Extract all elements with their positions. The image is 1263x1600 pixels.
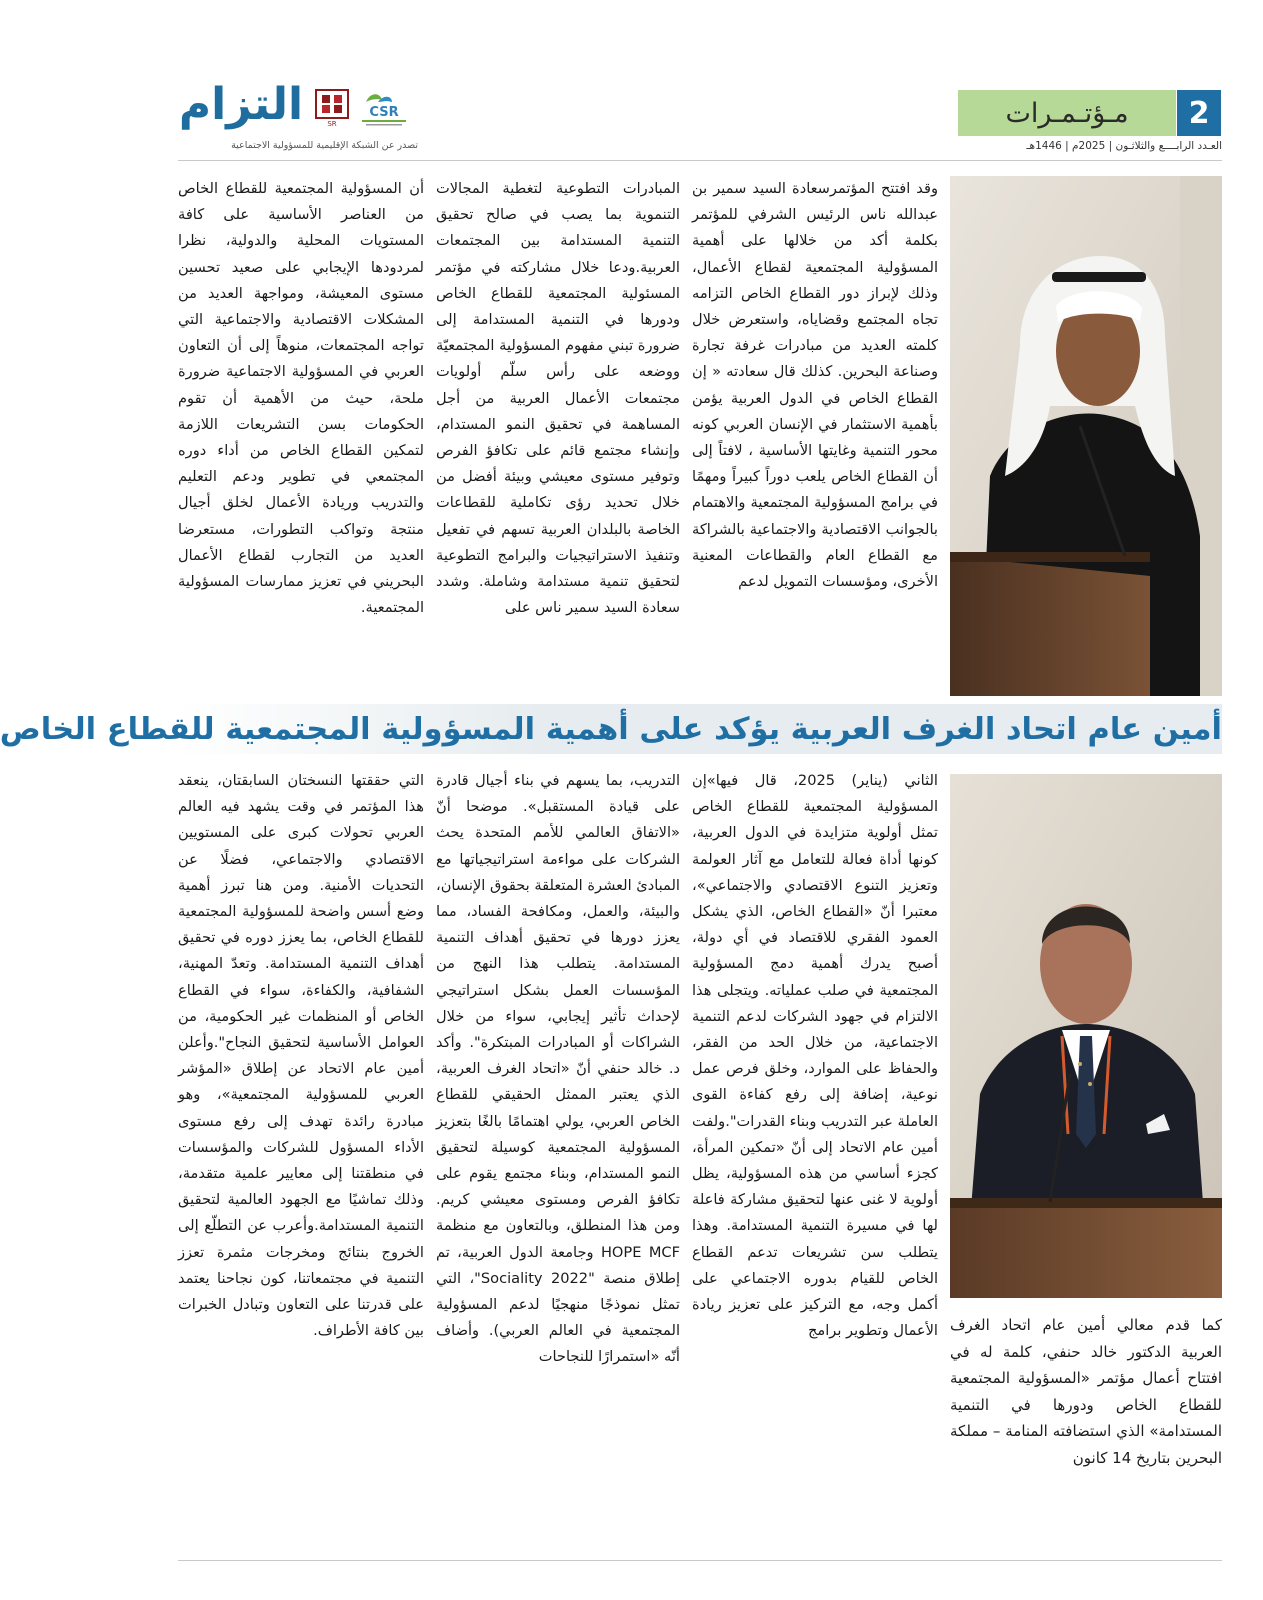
- article2-headline: أمين عام اتحاد الغرف العربية يؤكد على أهمية المسؤولية المجتمعية للقطاع الخاص: [0, 711, 1222, 747]
- article2-text-middle: التدريب، بما يسهم في بناء أجيال قادرة على قيادة المستقبل». موضحا أنّ «الاتفاق العالمي للأمم المتحدة يحث الشركات على مواءمة استراتيجياتها مع المبادئ العشرة المتعلقة بحقوق الإنسان، والبيئة، والعمل، ومكافحة الفساد، مما يعزز دورها في تحقيق أهداف التنمية المستدامة. يتطلب هذا النهج من المؤسسات العمل بشكل استراتيجي لإحداث تأثير إيجابي، سواء من خلال الشراكات أو المبادرات المبتكرة". وأكد د. خالد حنفي أنّ «اتحاد الغرف العربية، الذي يعتبر الممثل الحقيقي للقطاع الخاص العربي، يولي اهتمامًا بالغًا بتعزيز المسؤولية المجتمعية كوسيلة لتحقيق النمو المستدام، وبناء مجتمع يقوم على تكافؤ الفرص ومستوى معيشي كريم. ومن هذا المنطلق، وبالتعاون مع منظمة HOPE MCF وجامعة الدول العربية، تم إطلاق منصة "Sociality 2022"، التي تمثل نموذجًا منهجيًا لدعم المسؤولية المجتمعية في العالم العربي). وأضاف أنّه «استمرارًا للنجاحات: [435, 772, 681, 1366]
- article1-column-middle: [436, 176, 680, 696]
- csr-network-logo-icon: [356, 88, 412, 128]
- issue-info: العـدد الرابــــع والثلاثـون | 2025م | 1446هـ: [1026, 140, 1222, 152]
- page-number: 2: [1177, 90, 1221, 136]
- article2-column-left: [178, 768, 424, 1548]
- footer-divider: [178, 1560, 1222, 1561]
- speaker-photo-samir-nass: [950, 176, 1222, 696]
- caption-text: كما قدم معالي أمين عام اتحاد الغرف العربية الدكتور خالد حنفي، كلمة له في افتتاح أعمال مؤتمر «المسؤولية المجتمعية للقطاع الخاص ودورها في التنمية المستدامة» الذي استضافته المنامة – مملكة البحرين بتاريخ 14 كانون: [950, 1316, 1222, 1467]
- speaker-photo-khaled-hanafi: [950, 774, 1222, 1298]
- article1-text-right: وقد افتتح المؤتمرسعادة السيد سمير بن عبدالله ناس الرئيس الشرفي للمؤتمر بكلمة أكد من خلالها على أهمية المسؤولية المجتمعية لقطاع الأعمال، وذلك لإبراز دور القطاع الخاص التزامه تجاه المجتمع وقضاياه، واستعرض خلال كلمته العديد من مبادرات غرفة تجارة وصناعة البحرين. كذلك قال سعادته « إن القطاع الخاص في الدول العربية يؤمن بأهمية الاستثمار في الإنسان العربي كونه محور التنمية وغايتها الأساسية ، لافتاً إلى أن القطاع الخاص يلعب دوراً كبيراً ومهمًا في برامج المسؤولية المجتمعية والاهتمام بالجوانب الاقتصادية والاجتماعية بالشراكة مع القطاع العام والقطاعات المعنية الأخرى، ومؤسسات التمويل لدعم: [692, 180, 938, 591]
- article1-text-left: أن المسؤولية المجتمعية للقطاع الخاص من العناصر الأساسية على كافة المستويات المحلية والدولية، نظرا لمردودها الإيجابي على صعيد تحسين مستوى المعيشة، ومواجهة العديد من المشكلات الاقتصادية والاجتماعية التي تواجه المجتمعات، منوهاً إلى أن التعاون العربي في المسؤولية الاجتماعية ضرورة ملحة، حيث من الأهمية أن تقوم الحكومات بسن التشريعات اللازمة لتمكين القطاع الخاص من أداء دوره المجتمعي في تطوير ودعم التعليم والتدريب وريادة الأعمال لخلق أجيال منتجة وتواكب التطورات، مستعرضا العديد من التجارب لقطاع الأعمال البحريني في تعزيز ممارسات المسؤولية المجتمعية.: [178, 180, 424, 617]
- article2-column-right: [692, 768, 938, 1548]
- svg-text:SR: SR: [327, 120, 337, 128]
- sr-logo-icon: [314, 88, 350, 128]
- svg-text:CSR: CSR: [369, 105, 399, 120]
- header-divider: [178, 160, 1222, 161]
- section-label: مـؤتـمـرات: [958, 90, 1176, 136]
- article2-text-right: الثاني (يناير) 2025، قال فيها»إن المسؤولية المجتمعية للقطاع الخاص تمثل أولوية متزايدة في الدول العربية، كونها أداة فعالة للتعامل مع آثار العولمة وتعزيز التنوع الاقتصادي والاجتماعي»، معتبرا أنّ «القطاع الخاص، الذي يشكل العمود الفقري للاقتصاد في أي دولة، أصبح يدرك أهمية دمج المسؤولية المجتمعية في صلب عملياته. ويتجلى هذا الالتزام في جهود الشركات لدعم التنمية الاجتماعية، من خلال الحد من الفقر، والحفاظ على الموارد، وخلق فرص عمل نوعية، إضافة إلى رفع كفاءة القوى العاملة عبر التدريب وبناء القدرات".ولفت أمين عام الاتحاد إلى أنّ «تمكين المرأة، كجزء أساسي من هذه المسؤولية، يظل أولوية لا غنى عنها لتحقيق مشاركة فاعلة لها في مسيرة التنمية المستدامة. وهذا يتطلب سن تشريعات تدعم القطاع الخاص للقيام بدوره الاجتماعي على أكمل وجه، مع التركيز على تعزيز ريادة الأعمال وتطوير برامج: [692, 772, 938, 1340]
- article2-text-left: التي حققتها النسختان السابقتان، ينعقد هذا المؤتمر في وقت يشهد فيه العالم العربي تحولات كبرى على المستويين الاقتصادي والاجتماعي، فضلًا عن التحديات الأمنية. ومن هنا تبرز أهمية وضع أسس واضحة للمسؤولية المجتمعية للقطاع الخاص، بما يعزز دوره في تحقيق أهداف التنمية المستدامة. وتعدّ المهنية، الشفافية، والكفاءة، سواء في القطاع الخاص أو المنظمات غير الحكومية، من العوامل الأساسية لتحقيق النجاح".وأعلن أمين عام الاتحاد عن إطلاق «المؤشر العربي للمسؤولية المجتمعية»، وهو مبادرة رائدة تهدف إلى رفع مستوى الأداء المسؤول للشركات والمؤسسات في منطقتنا إلى معايير علمية متقدمة، وذلك تماشيًا مع الجهود العالمية لتحقيق التنمية المستدامة.وأعرب عن التطلّع إلى الخروج بنتائج ومخرجات مثمرة تعزز التنمية في مجتمعاتنا، كون نجاحنا يعتمد على قدرتنا على التعاون وتبادل الخبرات بين كافة الأطراف.: [178, 772, 424, 1340]
- article2-photo-caption: [950, 1312, 1222, 1548]
- article1-text-middle: المبادرات التطوعية لتغطية المجالات التنموية بما يصب في صالح تحقيق التنمية المستدامة بين المجتمعات العربية.ودعا خلال مشاركته في مؤتمر المسئولية المجتمعية للقطاع الخاص ودورها في التنمية المستدامة إلى ضرورة تبني مفهوم المسؤولية المجتمعيّة ووضعه على رأس سلّم أولويات مجتمعات الأعمال العربية من أجل المساهمة في تحقيق النمو المستدام، وإنشاء مجتمع قائم على تكافؤ الفرص وتوفير مستوى معيشي وبيئة أفضل من خلال تحديد رؤى تكاملية للقطاعات الخاصة بالبلدان العربية تسهم في تفعيل وتنفيذ الاستراتيجيات والبرامج التطوعية لتحقيق تنمية مستدامة وشاملة. وشدد سعادة السيد سمير ناس على: [436, 180, 680, 617]
- article1-column-right: [692, 176, 938, 696]
- article1-column-left: [178, 176, 424, 696]
- magazine-title: التزام: [178, 79, 304, 130]
- article2-column-middle: [436, 768, 680, 1548]
- magazine-subtitle: تصدر عن الشبكة الإقليمية للمسؤولية الاجتماعية: [231, 140, 418, 151]
